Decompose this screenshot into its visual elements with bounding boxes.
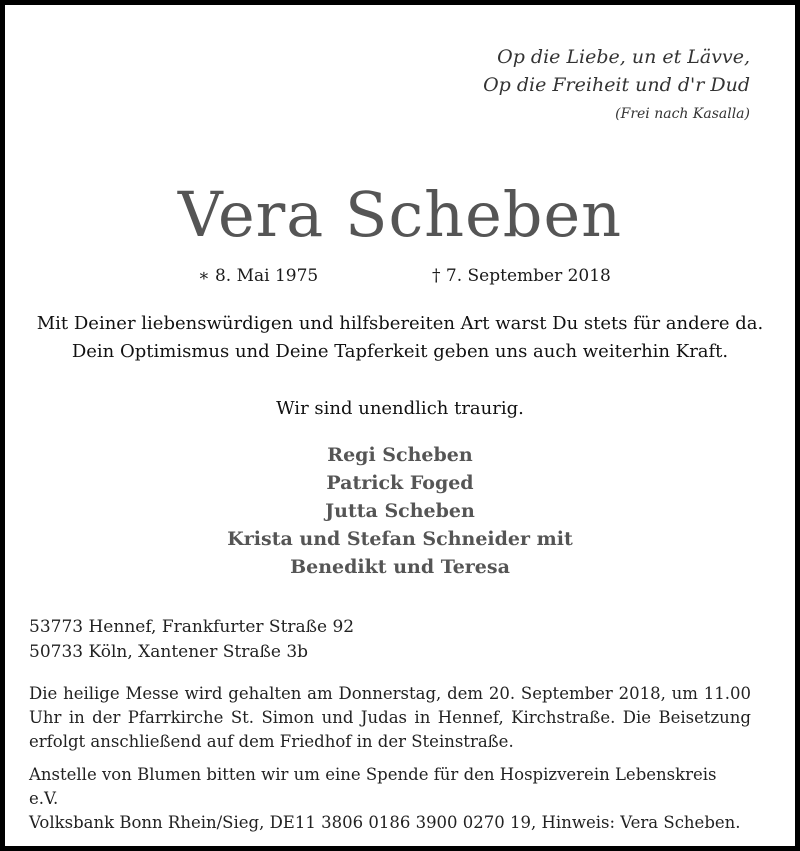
death-date: † 7. September 2018 [432,266,611,286]
family-member: Jutta Scheben [325,500,475,522]
deceased-name: Vera Scheben [177,178,623,251]
tribute-line-1: Mit Deiner liebenswürdigen und hilfsbereiten Art warst Du stets für andere da. [36,313,764,334]
address-line: 53773 Hennef, Frankfurter Straße 92 [29,617,355,637]
donation-line-1: Anstelle von Blumen bitten wir um eine Spende für den Hospizverein Lebenskreis e.V. [29,765,717,808]
address-line: 50733 Köln, Xantener Straße 3b [29,642,309,662]
tribute-text [5,310,795,366]
epigraph-quote [483,43,750,125]
donation-info [29,763,751,835]
birth-date: ∗ 8. Mai 1975 [198,266,319,286]
service-info: Die heilige Messe wird gehalten am Donnerstag, dem 20. September 2018, um 11.00 Uhr in der Pfarrkirche St. Simon und Judas in Hennef, Kirchstraße. Die Beisetzung erfolgt anschließend auf dem Friedhof in der Steinstraße. [29,684,751,751]
family-list [5,441,795,581]
tribute-line-2: Dein Optimismus und Deine Tapferkeit geben uns auch weiterhin Kraft. [71,341,729,362]
family-member: Patrick Foged [326,472,474,494]
address-block [29,615,354,665]
family-member: Regi Scheben [327,444,473,466]
quote-line-1: Op die Liebe, un et Lävve, [497,46,750,68]
quote-line-2: Op die Freiheit und d'r Dud [483,74,750,96]
family-member: Krista und Stefan Schneider mit [227,528,573,550]
mourning-statement: Wir sind unendlich traurig. [276,398,524,419]
donation-line-2: Volksbank Bonn Rhein/Sieg, DE11 3806 0186 3900 0270 19, Hinweis: Vera Scheben. [29,813,741,832]
family-member: Benedikt und Teresa [290,556,510,578]
quote-source: (Frei nach Kasalla) [615,106,750,122]
